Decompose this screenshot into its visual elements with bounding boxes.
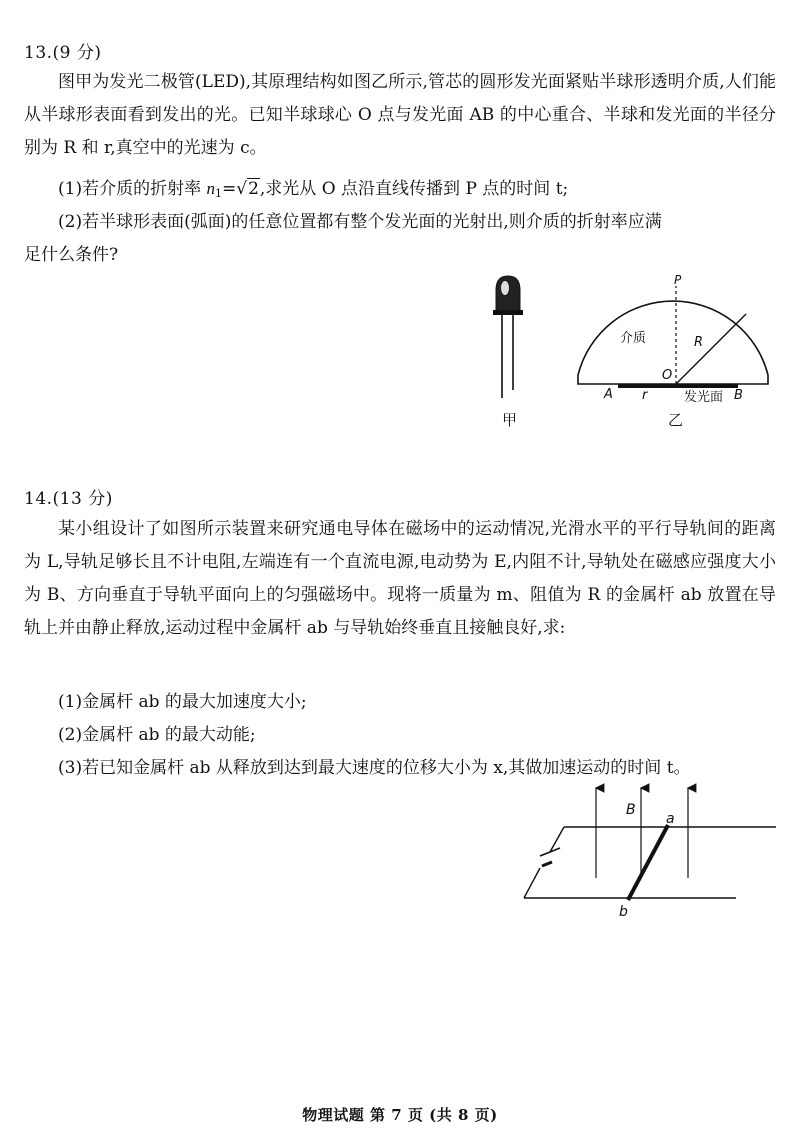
label-a: a bbox=[666, 811, 675, 827]
q13-part1-text-a: (1)若介质的折射率 bbox=[58, 179, 207, 199]
figure-q14-rails bbox=[518, 780, 778, 920]
radius-R bbox=[676, 314, 746, 384]
dc-source bbox=[524, 827, 564, 898]
figure-yi-hemisphere bbox=[570, 270, 780, 430]
q13-part1-text-b: ,求光从 O 点沿直线传播到 P 点的时间 t; bbox=[259, 179, 569, 199]
label-O: O bbox=[662, 368, 673, 383]
label-r: r bbox=[642, 388, 648, 403]
led-bulb bbox=[493, 276, 523, 315]
fig-jia-label: 甲 bbox=[502, 411, 518, 429]
label-medium: 介质 bbox=[620, 331, 647, 346]
label-surface: 发光面 bbox=[684, 390, 724, 405]
q13-part1-n: n bbox=[206, 179, 215, 198]
figure-jia-led bbox=[480, 270, 540, 430]
q13-part1-nsub: 1 bbox=[214, 187, 222, 200]
q14-part1: (1)金属杆 ab 的最大加速度大小; bbox=[58, 692, 307, 712]
q13-part1 bbox=[58, 174, 568, 200]
label-B: B bbox=[734, 388, 743, 403]
q14-part3: (3)若已知金属杆 ab 从释放到达到最大速度的位移大小为 x,其做加速运动的时间 t。 bbox=[58, 758, 691, 778]
label-B-field: B bbox=[626, 802, 636, 818]
q13-part2-line1: (2)若半球形表面(弧面)的任意位置都有整个发光面的光射出,则介质的折射率应满 bbox=[58, 212, 662, 232]
label-A: A bbox=[604, 387, 613, 402]
label-P: P bbox=[674, 273, 682, 287]
q13-part1-eq: =√ bbox=[221, 179, 248, 199]
q13-intro: 图甲为发光二极管(LED),其原理结构如图乙所示,管芯的圆形发光面紧贴半球形透明介质,人们能从半球形表面看到发出的光。已知半球球心 O 点与发光面 AB 的中心重合、半球和发光面的半径分别为 R 和 r,真空中的光速为 c。 bbox=[24, 72, 776, 158]
q13-part1-radicand: 2 bbox=[248, 179, 259, 199]
hemisphere-outline bbox=[578, 301, 768, 384]
label-b: b bbox=[619, 904, 628, 920]
page-footer: 物理试题 第 7 页 (共 8 页) bbox=[302, 1106, 498, 1124]
q14-part2: (2)金属杆 ab 的最大动能; bbox=[58, 725, 256, 745]
label-R: R bbox=[694, 335, 704, 350]
metal-rod-ab bbox=[628, 825, 668, 900]
fig-yi-label: 乙 bbox=[668, 411, 684, 429]
q14-intro: 某小组设计了如图所示装置来研究通电导体在磁场中的运动情况,光滑水平的平行导轨间的距离为 L,导轨足够长且不计电阻,左端连有一个直流电源,电动势为 E,内阻不计,导轨处在磁感应强度大小为 B、方向垂直于导轨平面向上的匀强磁场中。现将一质量为 m、阻值为 R 的金属杆 ab 放置在导轨上并由静止释放,运动过程中金属杆 ab 与导轨始终垂直且接触良好,求: bbox=[24, 519, 776, 638]
q14-heading: 14.(13 分) bbox=[24, 489, 113, 509]
q13-part2-line2: 足什么条件? bbox=[24, 245, 119, 265]
q13-heading: 13.(9 分) bbox=[24, 43, 102, 63]
